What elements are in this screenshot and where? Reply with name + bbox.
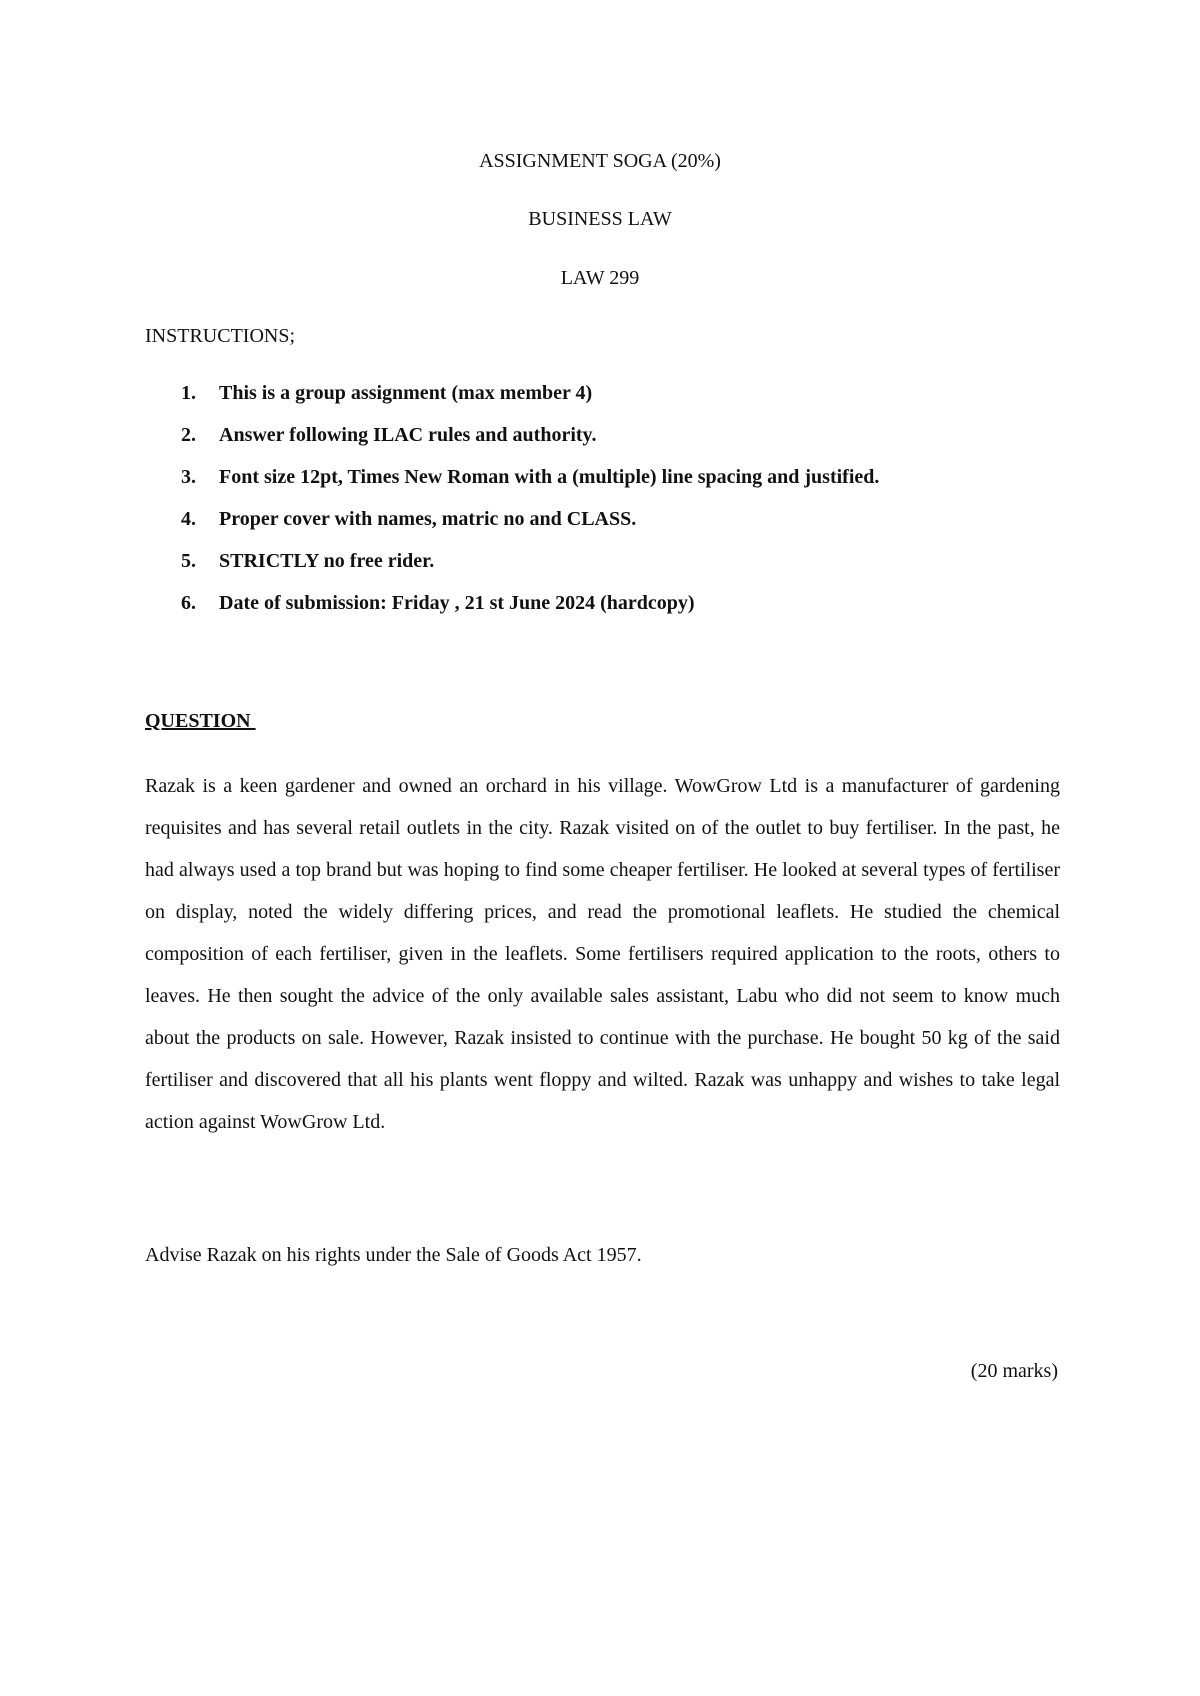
instruction-number: 5. [181, 550, 196, 572]
instruction-item [145, 507, 1065, 549]
instruction-text: Date of submission: Friday , 21 st June 2024 (hardcopy) [219, 592, 695, 614]
instruction-item [145, 381, 1065, 423]
instructions-heading: INSTRUCTIONS; [145, 325, 296, 347]
instruction-item [145, 549, 1065, 591]
course-code: LAW 299 [560, 267, 640, 289]
instruction-text: Font size 12pt, Times New Roman with a (multiple) line spacing and justified. [219, 466, 880, 488]
question-heading: QUESTION [145, 710, 256, 732]
instruction-number: 3. [181, 466, 196, 488]
instruction-item [145, 591, 1065, 633]
marks-allocation: (20 marks) [970, 1360, 1058, 1382]
question-task: Advise Razak on his rights under the Sale of Goods Act 1957. [145, 1244, 642, 1266]
question-scenario: Razak is a keen gardener and owned an orchard in his village. WowGrow Ltd is a manufacturer of gardening requisites and has several retail outlets in the city. Razak visited on of the outlet to buy fertiliser. In the past, he had always used a top brand but was hoping to find some cheaper fertiliser. He looked at several types of fertiliser on display, noted the widely differing prices, and read the promotional leaflets. He studied the chemical composition of each fertiliser, given in the leaflets. Some fertilisers required application to the roots, others to leaves. He then sought the advice of the only available sales assistant, Labu who did not seem to know much about the products on sale. However, Razak insisted to continue with the purchase. He bought 50 kg of the said fertiliser and discovered that all his plants went floppy and wilted. Razak was unhappy and wishes to take legal action against WowGrow Ltd. [145, 775, 1060, 1133]
instruction-number: 4. [181, 508, 196, 530]
instruction-text: This is a group assignment (max member 4) [219, 382, 593, 404]
instruction-item [145, 465, 1065, 507]
instruction-item [145, 423, 1065, 465]
instruction-text: Answer following ILAC rules and authority. [219, 424, 597, 446]
instructions-list [145, 381, 1065, 633]
course-name: BUSINESS LAW [528, 208, 672, 230]
instruction-text: STRICTLY no free rider. [219, 550, 435, 572]
instruction-number: 1. [181, 382, 196, 404]
assignment-title: ASSIGNMENT SOGA (20%) [479, 150, 721, 172]
instruction-text: Proper cover with names, matric no and CLASS. [219, 508, 637, 530]
instruction-number: 6. [181, 592, 196, 614]
instruction-number: 2. [181, 424, 196, 446]
